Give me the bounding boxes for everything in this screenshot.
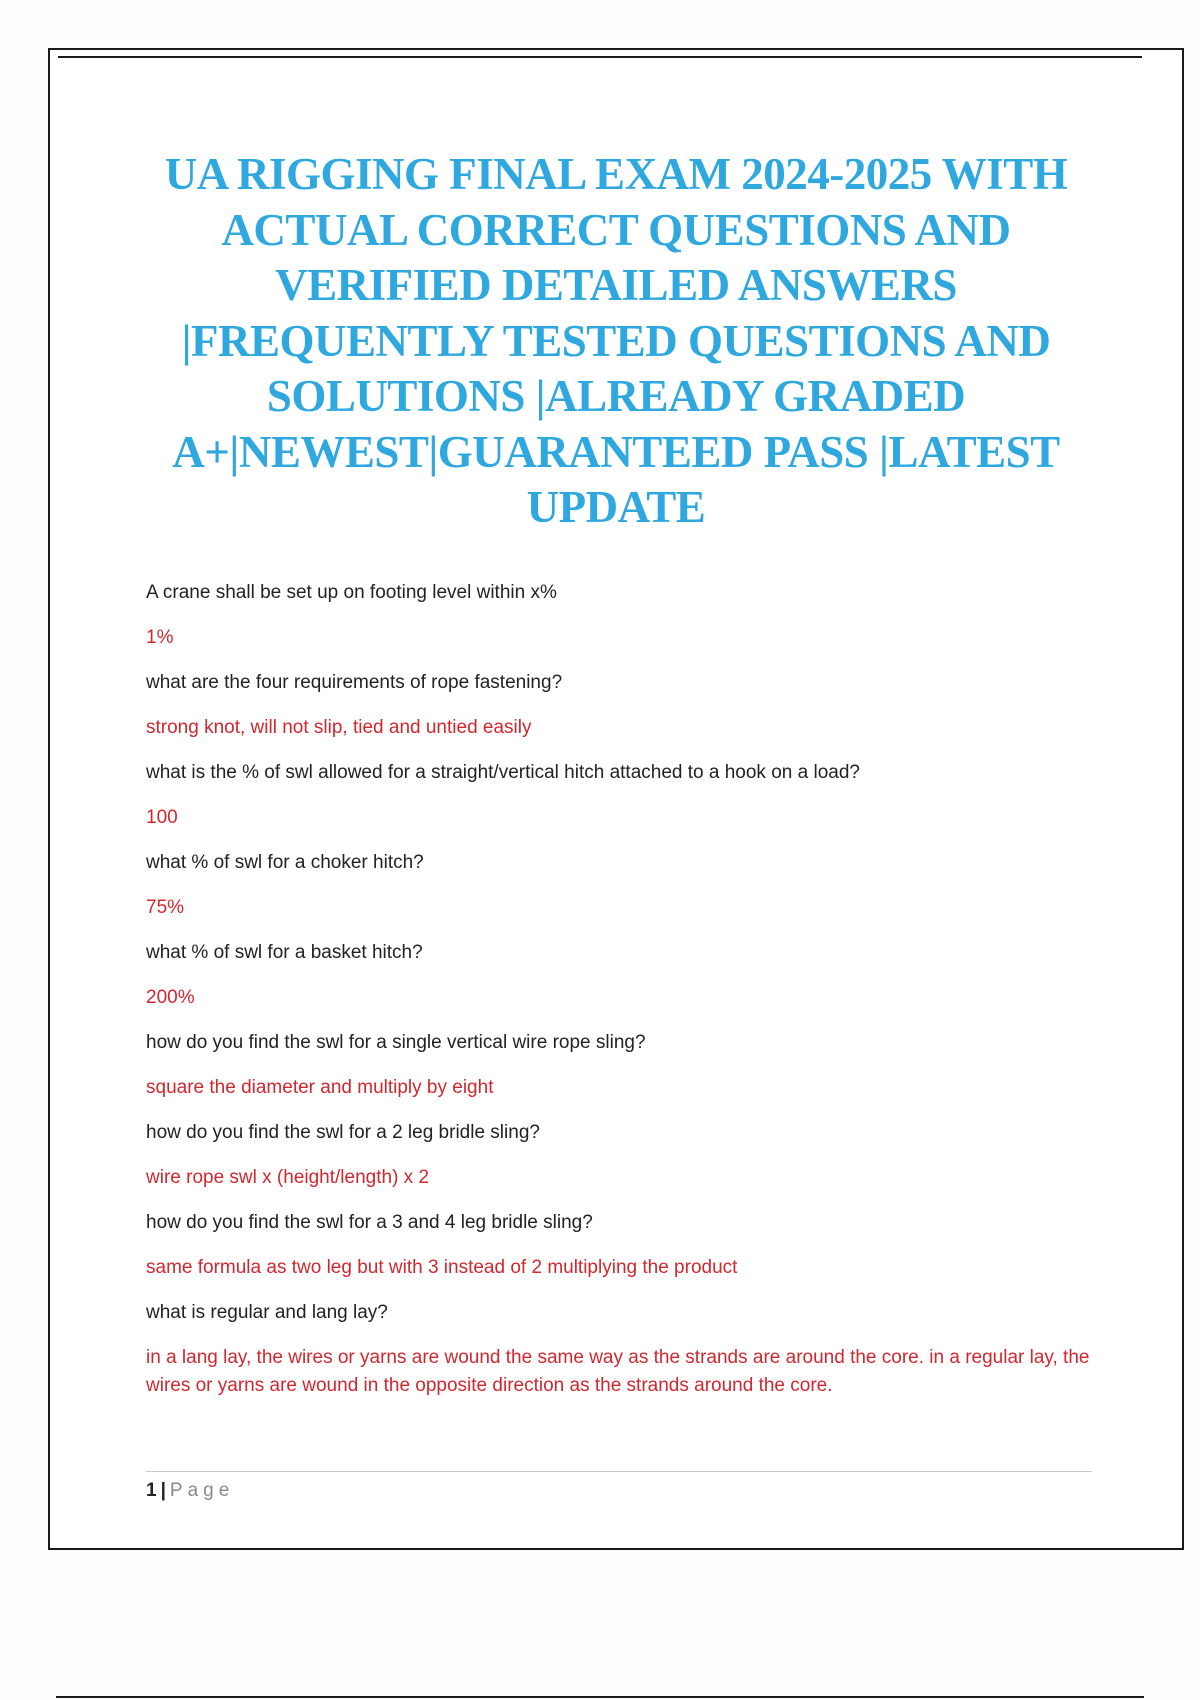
page-separator: | [160,1480,166,1501]
qa-item [146,579,1136,652]
answer-text: 75% [146,897,185,918]
qa-item [146,849,1136,922]
qa-item [146,1299,1136,1400]
answer-text: strong knot, will not slip, tied and untied easily [146,717,532,738]
document-title: UA RIGGING FINAL EXAM 2024-2025 WITH ACTUAL CORRECT QUESTIONS AND VERIFIED DETAILED ANSWERS |FREQUENTLY TESTED QUESTIONS AND SOLUTIONS |ALREADY GRADED A+|NEWEST|GUARANTEED PASS |LATEST UPDATE [164,149,1068,532]
qa-item [146,759,1136,832]
qa-item [146,939,1136,1012]
answer-text: same formula as two leg but with 3 instead of 2 multiplying the product [146,1257,738,1278]
question-text: what % of swl for a basket hitch? [146,942,423,963]
question-text: how do you find the swl for a single vertical wire rope sling? [146,1032,646,1053]
footer-rule [146,1471,1092,1472]
page-number: 1 [146,1480,157,1501]
question-text: what is regular and lang lay? [146,1302,388,1323]
answer-text: 200% [146,987,195,1008]
answer-text: square the diameter and multiply by eight [146,1077,494,1098]
qa-item [146,1119,1136,1192]
page-footer [146,1478,234,1504]
question-text: how do you find the swl for a 3 and 4 leg bridle sling? [146,1212,593,1233]
question-text: how do you find the swl for a 2 leg bridle sling? [146,1122,540,1143]
answer-text: 1% [146,627,174,648]
question-text: what is the % of swl allowed for a straight/vertical hitch attached to a hook on a load? [146,762,860,783]
qa-item [146,1209,1136,1282]
top-rule [58,56,1142,58]
document-page [48,48,1184,1550]
answer-text: in a lang lay, the wires or yarns are wound the same way as the strands are around the core. in a regular lay, the wires or yarns are wound in the opposite direction as the strands around the core. [146,1347,1090,1396]
page-label: Page [169,1480,235,1501]
next-page-top-rule [56,1696,1144,1698]
question-text: what are the four requirements of rope fastening? [146,672,563,693]
question-text: what % of swl for a choker hitch? [146,852,424,873]
qa-item [146,1029,1136,1102]
qa-list [146,579,1136,1417]
qa-item [146,669,1136,742]
answer-text: wire rope swl x (height/length) x 2 [146,1167,430,1188]
question-text: A crane shall be set up on footing level within x% [146,582,557,603]
answer-text: 100 [146,807,178,828]
